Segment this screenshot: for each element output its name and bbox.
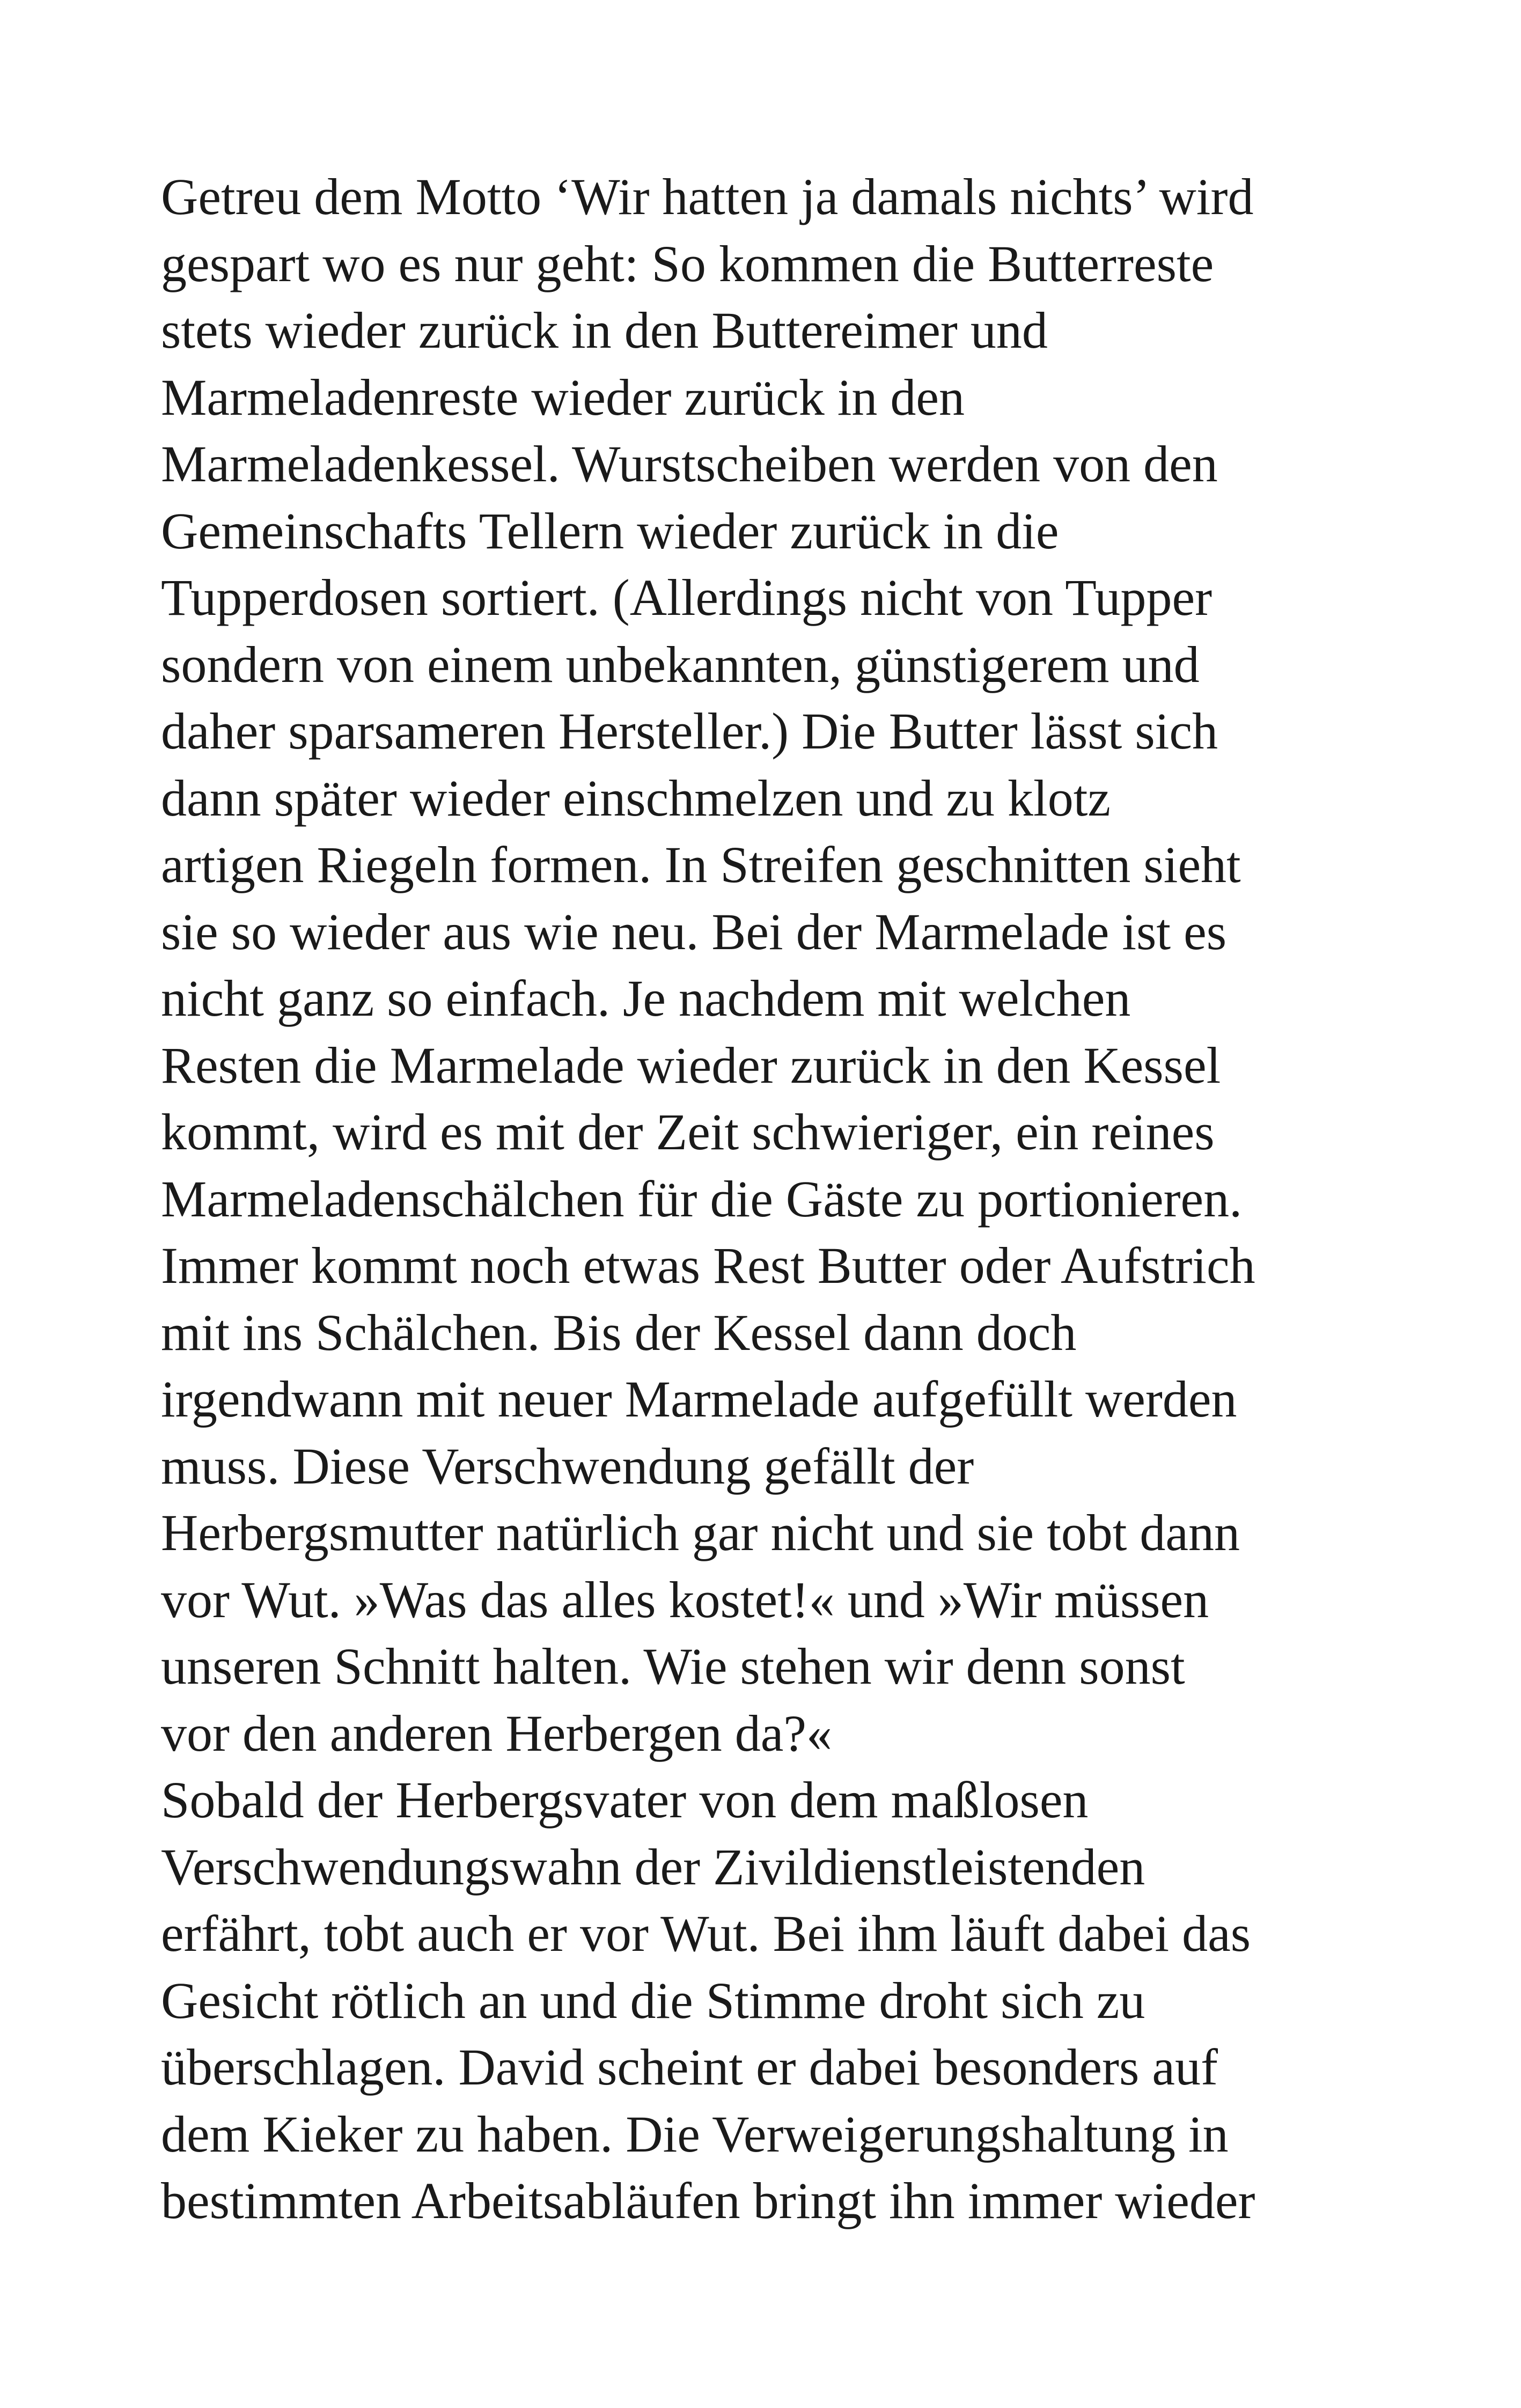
text-line: überschlagen. David scheint er dabei besonders auf (161, 2038, 1218, 2096)
text-line: nicht ganz so einfach. Je nachdem mit welchen (161, 970, 1131, 1027)
text-line: Immer kommt noch etwas Rest Butter oder Aufstrich (161, 1237, 1255, 1294)
text-line: Sobald der Herbergsvater von dem maßlosen (161, 1771, 1089, 1829)
text-line: unseren Schnitt halten. Wie stehen wir denn sonst (161, 1638, 1185, 1695)
text-line: muss. Diese Verschwendung gefällt der (161, 1437, 974, 1495)
text-line: Resten die Marmelade wieder zurück in den Kessel (161, 1036, 1221, 1094)
text-line: sie so wieder aus wie neu. Bei der Marmelade ist es (161, 902, 1227, 960)
text-line: Gesicht rötlich an und die Stimme droht sich zu (161, 1971, 1145, 2029)
text-line: erfährt, tobt auch er vor Wut. Bei ihm läuft dabei das (161, 1905, 1251, 1962)
text-line: Marmeladenkessel. Wurstscheiben werden von den (161, 435, 1218, 493)
text-line: mit ins Schälchen. Bis der Kessel dann doch (161, 1303, 1077, 1361)
text-line: stets wieder zurück in den Buttereimer und (161, 302, 1048, 359)
text-line: Gemeinschafts Tellern wieder zurück in die (161, 502, 1059, 560)
text-line: kommt, wird es mit der Zeit schwieriger, ein reines (161, 1103, 1215, 1161)
text-line: vor Wut. »Was das alles kostet!« und »Wir müssen (161, 1570, 1209, 1628)
text-line: Tupperdosen sortiert. (Allerdings nicht von Tupper (161, 569, 1213, 626)
text-line: dann später wieder einschmelzen und zu klotz (161, 769, 1111, 827)
text-line: Herbergsmutter natürlich gar nicht und sie tobt dann (161, 1504, 1240, 1561)
text-line: Verschwendungswahn der Zivildienstleistenden (161, 1838, 1145, 1896)
text-line: vor den anderen Herbergen da?« (161, 1704, 832, 1762)
text-line: dem Kieker zu haben. Die Verweigerungshaltung in (161, 2105, 1229, 2163)
text-line: gespart wo es nur geht: So kommen die Butterreste (161, 234, 1214, 292)
text-line: Marmeladenreste wieder zurück in den (161, 368, 965, 426)
body-text (161, 164, 1395, 2235)
text-line: Marmeladenschälchen für die Gäste zu portionieren. (161, 1170, 1243, 1228)
text-line: daher sparsameren Hersteller.) Die Butter lässt sich (161, 702, 1218, 760)
text-line: Getreu dem Motto ‘Wir hatten ja damals nichts’ wird (161, 168, 1254, 225)
text-line: artigen Riegeln formen. In Streifen geschnitten sieht (161, 836, 1241, 893)
text-line: bestimmten Arbeitsabläufen bringt ihn immer wieder (161, 2172, 1255, 2229)
text-line: sondern von einem unbekannten, günstigerem und (161, 635, 1200, 693)
text-line: irgendwann mit neuer Marmelade aufgefüllt werden (161, 1370, 1237, 1428)
